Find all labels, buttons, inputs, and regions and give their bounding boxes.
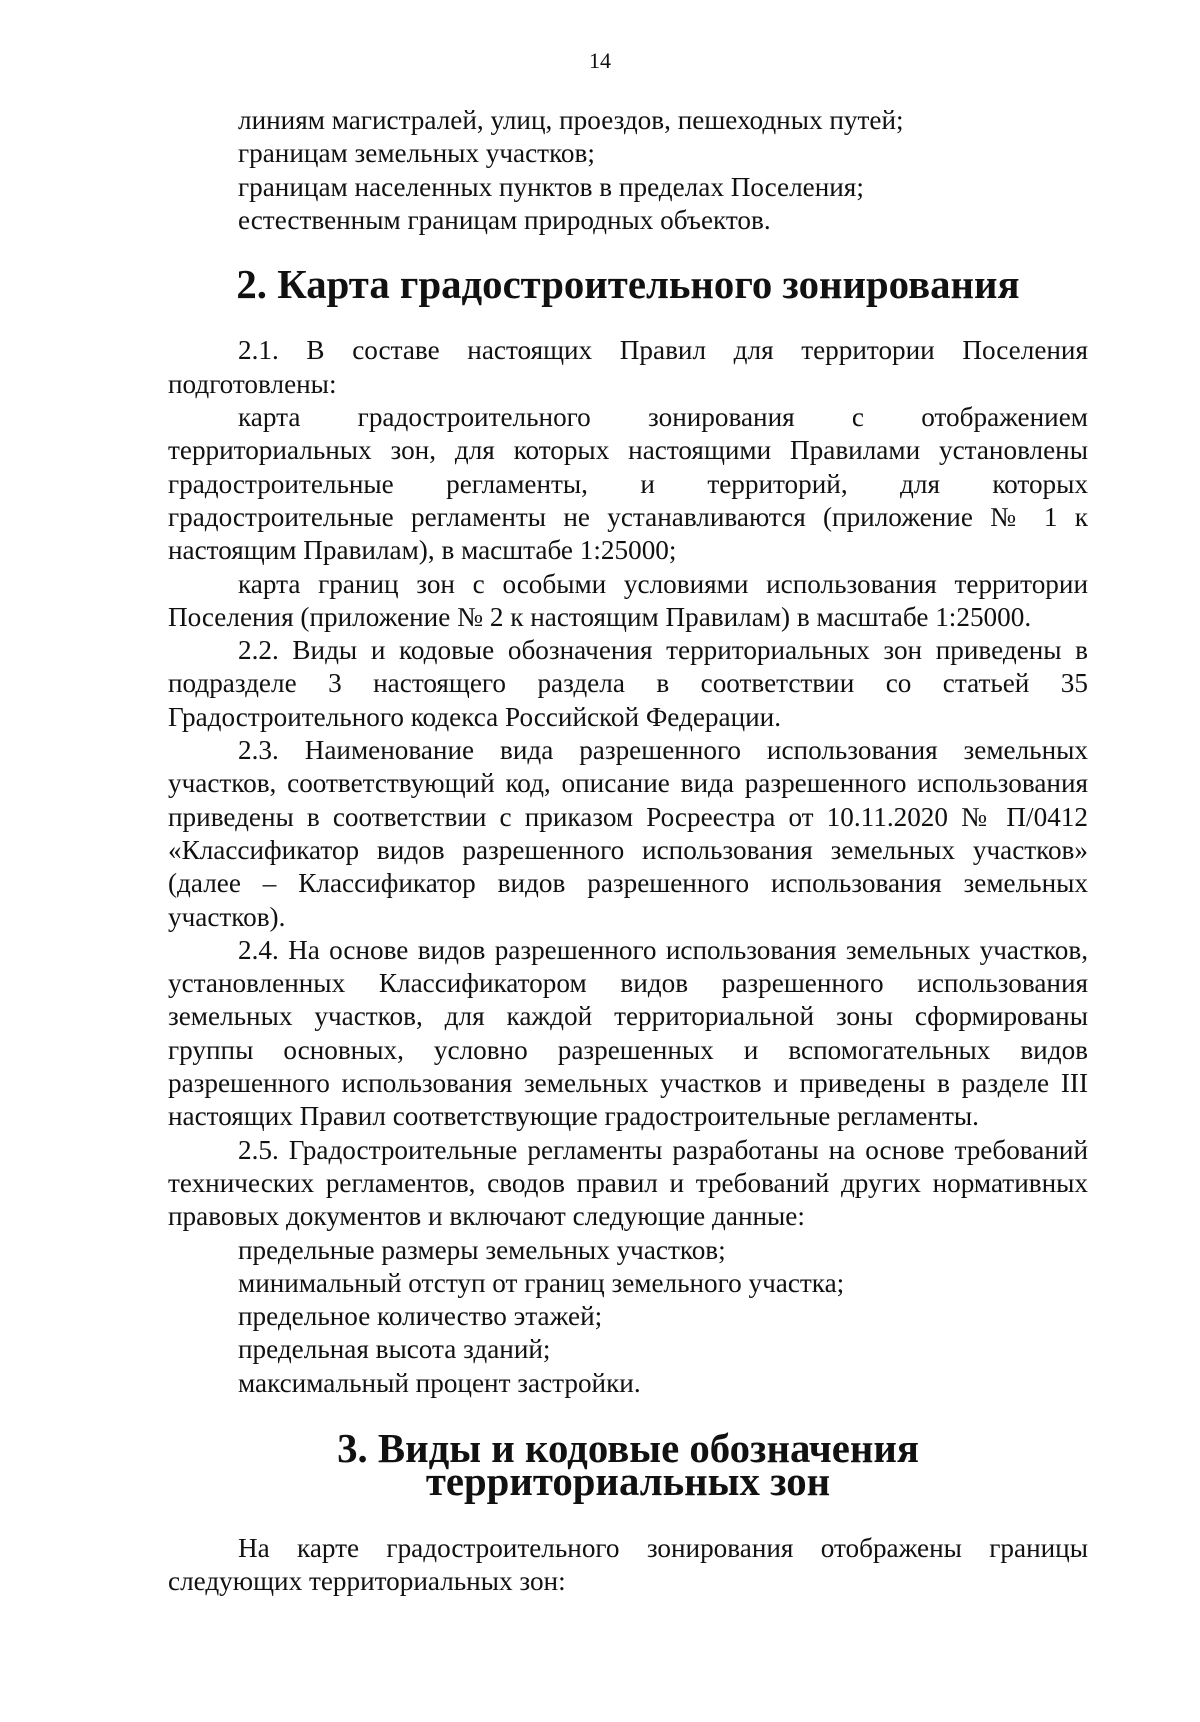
paragraph-2-1-map-zoning: карта градостроительного зонирования с отображением территориальных зон, для которых настоящими Правилами установлены градостроительные регламенты, и территорий, для которых градостроительные регламенты не устанавливаются (приложение № 1 к настоящим Правилам), в масштабе 1:25000; [168, 402, 1088, 566]
section-2-heading: 2. Карта градостроительного зонирования [236, 262, 1020, 308]
list-item: границам населенных пунктов в пределах Поселения; [238, 171, 864, 202]
list-item: предельные размеры земельных участков; [238, 1234, 726, 1265]
paragraph-2-2: 2.2. Виды и кодовые обозначения территориальных зон приведены в подразделе 3 настоящего раздела в соответствии со статьей 35 Градостроительного кодекса Российской Федерации. [168, 635, 1088, 732]
list-item: линиям магистралей, улиц, проездов, пешеходных путей; [238, 105, 904, 135]
page-content [168, 104, 1088, 1598]
list-item: предельная высота зданий; [238, 1334, 551, 1365]
list-item: минимальный отступ от границ земельного участка; [238, 1267, 845, 1298]
intro-list [168, 104, 1088, 237]
paragraph-2-4: 2.4. На основе видов разрешенного использования земельных участков, установленных Классификатором видов разрешенного использования земельных участков, для каждой территориальной зоны сформированы группы основных, условно разрешенных и вспомогательных видов разрешенного использования земельных участков и приведены в разделе III настоящих Правил соответствующие градостроительные регламенты. [168, 934, 1088, 1132]
list-item: естественным границам природных объектов. [238, 204, 771, 235]
regulation-data-list [168, 1234, 1088, 1400]
paragraph-3-intro: На карте градостроительного зонирования отображены границы следующих территориальных зон: [168, 1532, 1088, 1596]
paragraph-2-1-map-zones: карта границ зон с особыми условиями использования территории Поселения (приложение № 2 к настоящим Правилам) в масштабе 1:25000. [168, 568, 1088, 632]
page-number: 14 [589, 48, 611, 73]
list-item: максимальный процент застройки. [238, 1367, 641, 1398]
list-item: предельное количество этажей; [238, 1301, 603, 1332]
list-item: границам земельных участков; [238, 138, 595, 169]
paragraph-2-3: 2.3. Наименование вида разрешенного использования земельных участков, соответствующий код, описание вида разрешенного использования приведены в соответствии с приказом Росреестра от 10.11.2020 № П/0412 «Классификатор видов разрешенного использования земельных участков» (далее – Классификатор видов разрешенного использования земельных участков). [168, 735, 1088, 932]
paragraph-2-5: 2.5. Градостроительные регламенты разработаны на основе требований технических регламентов, сводов правил и требований других нормативных правовых документов и включают следующие данные: [168, 1134, 1088, 1232]
paragraph-2-1: 2.1. В составе настоящих Правил для территории Поселения подготовлены: [168, 335, 1088, 399]
section-3-heading: 3. Виды и кодовые обозначения территориальных зон [337, 1425, 919, 1505]
